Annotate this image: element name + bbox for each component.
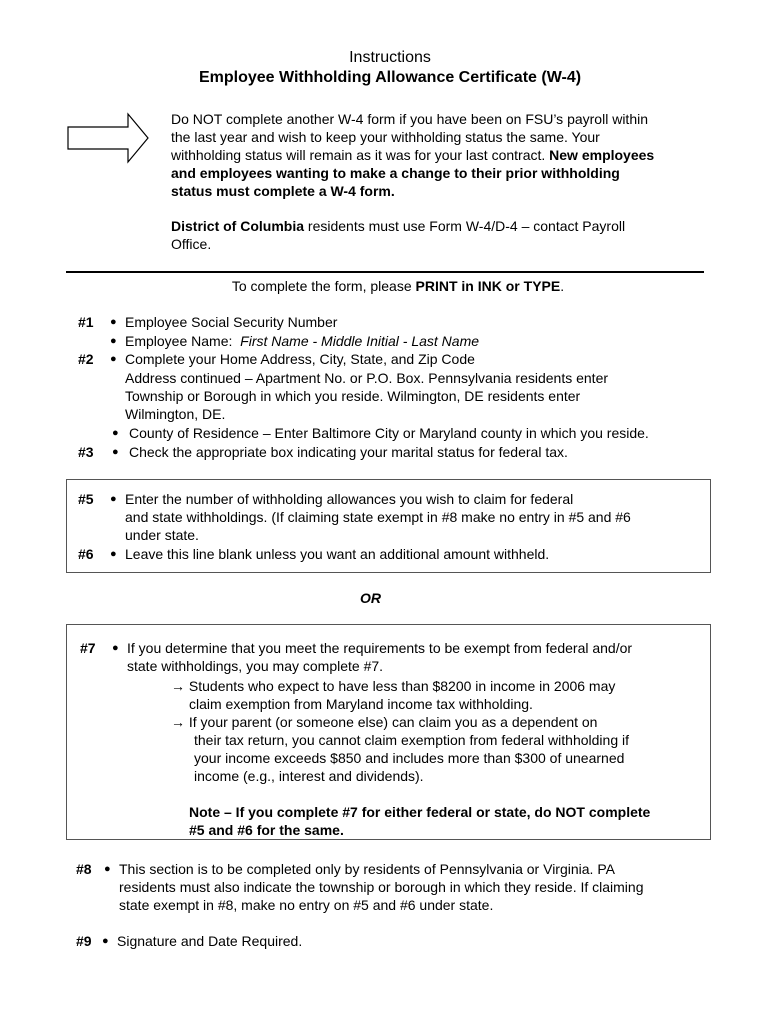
county-text: County of Residence – Enter Baltimore City or Maryland county in which you reside.: [129, 425, 649, 441]
dc-note-text: residents must use Form W-4/D-4 – contact Payroll: [304, 218, 626, 234]
dc-note-line-2: Office.: [171, 236, 212, 252]
item-7-line-2: state withholdings, you may complete #7.: [127, 658, 384, 674]
item-number-5: #5: [78, 491, 94, 507]
item-8-line-2: residents must also indicate the township or borough in which they reside. If claiming: [119, 879, 644, 895]
bullet: ●: [110, 316, 117, 328]
item-number-2: #2: [78, 351, 94, 367]
item-3-text: Check the appropriate box indicating your marital status for federal tax.: [129, 444, 568, 460]
item-number-9: #9: [76, 933, 92, 949]
student-exemption-line-2: claim exemption from Maryland income tax withholding.: [189, 696, 533, 712]
item-2-line-4: Wilmington, DE.: [125, 406, 226, 422]
intro-line-2: the last year and wish to keep your withholding status the same. Your: [171, 129, 600, 145]
complete-pre: To complete the form, please: [231, 278, 416, 294]
item-8-line-1: This section is to be completed only by residents of Pennsylvania or Virginia. PA: [119, 861, 615, 877]
intro-line-4: and employees wanting to make a change to their prior withholding: [171, 165, 620, 181]
note-line-1: Note – If you complete #7 for either federal or state, do NOT complete: [189, 804, 651, 820]
right-arrow-icon: →: [171, 714, 185, 730]
dependent-line-4: income (e.g., interest and dividends).: [194, 768, 424, 784]
dc-note-line-1: [171, 217, 625, 235]
item-number-7: #7: [80, 640, 96, 656]
intro-line-1: Do NOT complete another W-4 form if you have been on FSU’s payroll within: [171, 111, 648, 127]
bullet: ●: [104, 863, 111, 875]
item-1-text: Employee Social Security Number: [125, 314, 338, 330]
item-number-8: #8: [76, 861, 92, 877]
bullet: ●: [110, 493, 117, 505]
employee-name-line: [125, 332, 479, 350]
item-8-line-3: state exempt in #8, make no entry on #5 and #6 under state.: [119, 897, 494, 913]
intro-line-3-text: withholding status will remain as it was for your last contract.: [171, 147, 546, 163]
dependent-line-1: [171, 713, 597, 731]
item-5-line-1: Enter the number of withholding allowances you wish to claim for federal: [125, 491, 574, 507]
item-5-line-2: and state withholdings. (If claiming state exempt in #8 make no entry in #5 and #6: [125, 509, 631, 525]
note-line-2: #5 and #6 for the same.: [189, 822, 344, 838]
dc-note-bold: District of Columbia: [171, 218, 305, 234]
intro-line-3: [171, 146, 654, 164]
item-7-line-1: If you determine that you meet the requirements to be exempt from federal and/or: [127, 640, 633, 656]
divider: [66, 271, 704, 273]
dependent-text: If your parent (or someone else) can claim you as a dependent on: [188, 714, 598, 730]
item-number-1: #1: [78, 314, 94, 330]
bullet: ●: [102, 935, 109, 947]
intro-line-3-bold: New employees: [549, 147, 655, 163]
employee-name-label: Employee Name:: [125, 333, 233, 349]
employee-name-format: First Name - Middle Initial - Last Name: [240, 333, 480, 349]
bullet: ●: [110, 335, 117, 347]
or-label: OR: [360, 590, 381, 606]
bullet: ●: [110, 353, 117, 365]
item-6-text: Leave this line blank unless you want an additional amount withheld.: [125, 546, 550, 562]
bullet: ●: [112, 446, 119, 458]
dependent-line-2: their tax return, you cannot claim exemption from federal withholding if: [194, 732, 629, 748]
right-arrow-icon: [66, 112, 150, 164]
bullet: ●: [112, 642, 119, 654]
item-2-line-1: Complete your Home Address, City, State, and Zip Code: [125, 351, 475, 367]
right-arrow-icon: →: [171, 678, 185, 694]
page-title-top: Instructions: [349, 49, 431, 66]
student-exemption-text: Students who expect to have less than $8200 in income in 2006 may: [188, 678, 616, 694]
bullet: ●: [110, 548, 117, 560]
intro-line-5: status must complete a W-4 form.: [171, 183, 395, 199]
item-2-line-3: Township or Borough in which you reside. Wilmington, DE residents enter: [125, 388, 581, 404]
page-title: Employee Withholding Allowance Certificate (W-4): [198, 69, 582, 86]
item-9-text: Signature and Date Required.: [117, 933, 303, 949]
dependent-line-3: your income exceeds $850 and includes more than $300 of unearned: [194, 750, 625, 766]
item-number-3: #3: [78, 444, 94, 460]
complete-instruction: [0, 277, 770, 295]
bullet: ●: [112, 427, 119, 439]
item-5-line-3: under state.: [125, 527, 199, 543]
complete-bold: PRINT in INK or TYPE: [415, 278, 561, 294]
student-exemption-line-1: [171, 677, 615, 695]
complete-post: .: [560, 278, 565, 294]
item-number-6: #6: [78, 546, 94, 562]
item-2-line-2: Address continued – Apartment No. or P.O. Box. Pennsylvania residents enter: [125, 370, 609, 386]
